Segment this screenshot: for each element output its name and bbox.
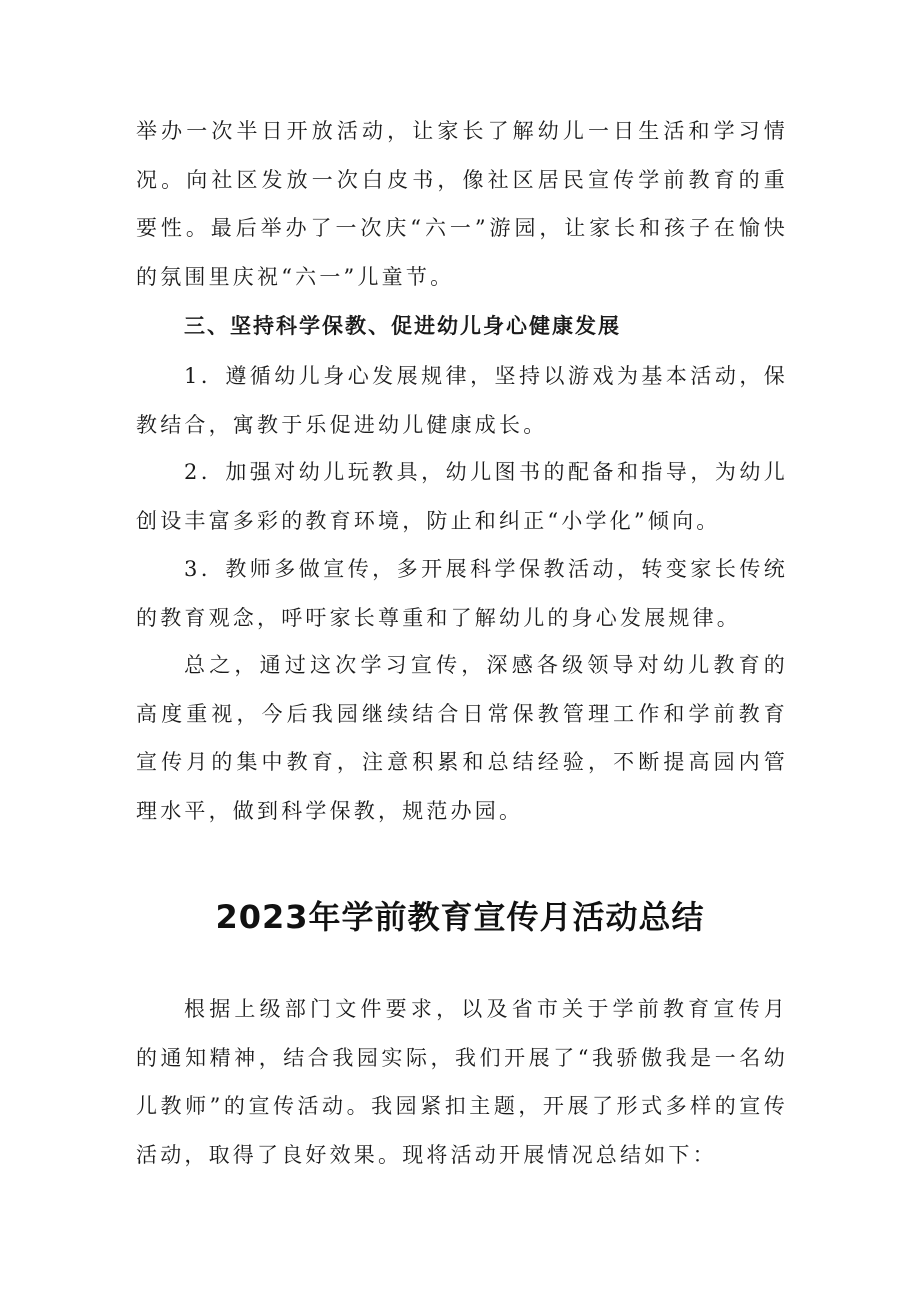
continuation-paragraph: 举办一次半日开放活动，让家长了解幼儿一日生活和学习情况。向社区发放一次白皮书，像社区居民宣传学前教育的重要性。最后举办了一次庆“六一”游园，让家长和孩子在愉快的氛围里庆祝“六一”儿童节。 <box>136 119 788 289</box>
list-item-1: 1．遵循幼儿身心发展规律，坚持以游戏为基本活动，保教结合，寓教于乐促进幼儿健康成长。 <box>136 364 788 437</box>
section-heading: 三、坚持科学保教、促进幼儿身心健康发展 <box>184 314 621 338</box>
intro-paragraph: 根据上级部门文件要求，以及省市关于学前教育宣传月的通知精神，结合我园实际，我们开展了“我骄傲我是一名幼儿教师”的宣传活动。我园紧扣主题，开展了形式多样的宣传活动，取得了良好效果。现将活动开展情况总结如下： <box>136 997 788 1167</box>
document-title: 2023年学前教育宣传月活动总结 <box>215 898 705 936</box>
conclusion-paragraph: 总之，通过这次学习宣传，深感各级领导对幼儿教育的高度重视，今后我园继续结合日常保教管理工作和学前教育宣传月的集中教育，注意积累和总结经验，不断提高园内管理水平，做到科学保教，规范办园。 <box>136 653 788 823</box>
list-item-2: 2．加强对幼儿玩教具，幼儿图书的配备和指导，为幼儿创设丰富多彩的教育环境，防止和纠正“小学化”倾向。 <box>136 460 788 533</box>
list-item-3: 3．教师多做宣传，多开展科学保教活动，转变家长传统的教育观念，呼吁家长尊重和了解幼儿的身心发展规律。 <box>136 557 788 630</box>
